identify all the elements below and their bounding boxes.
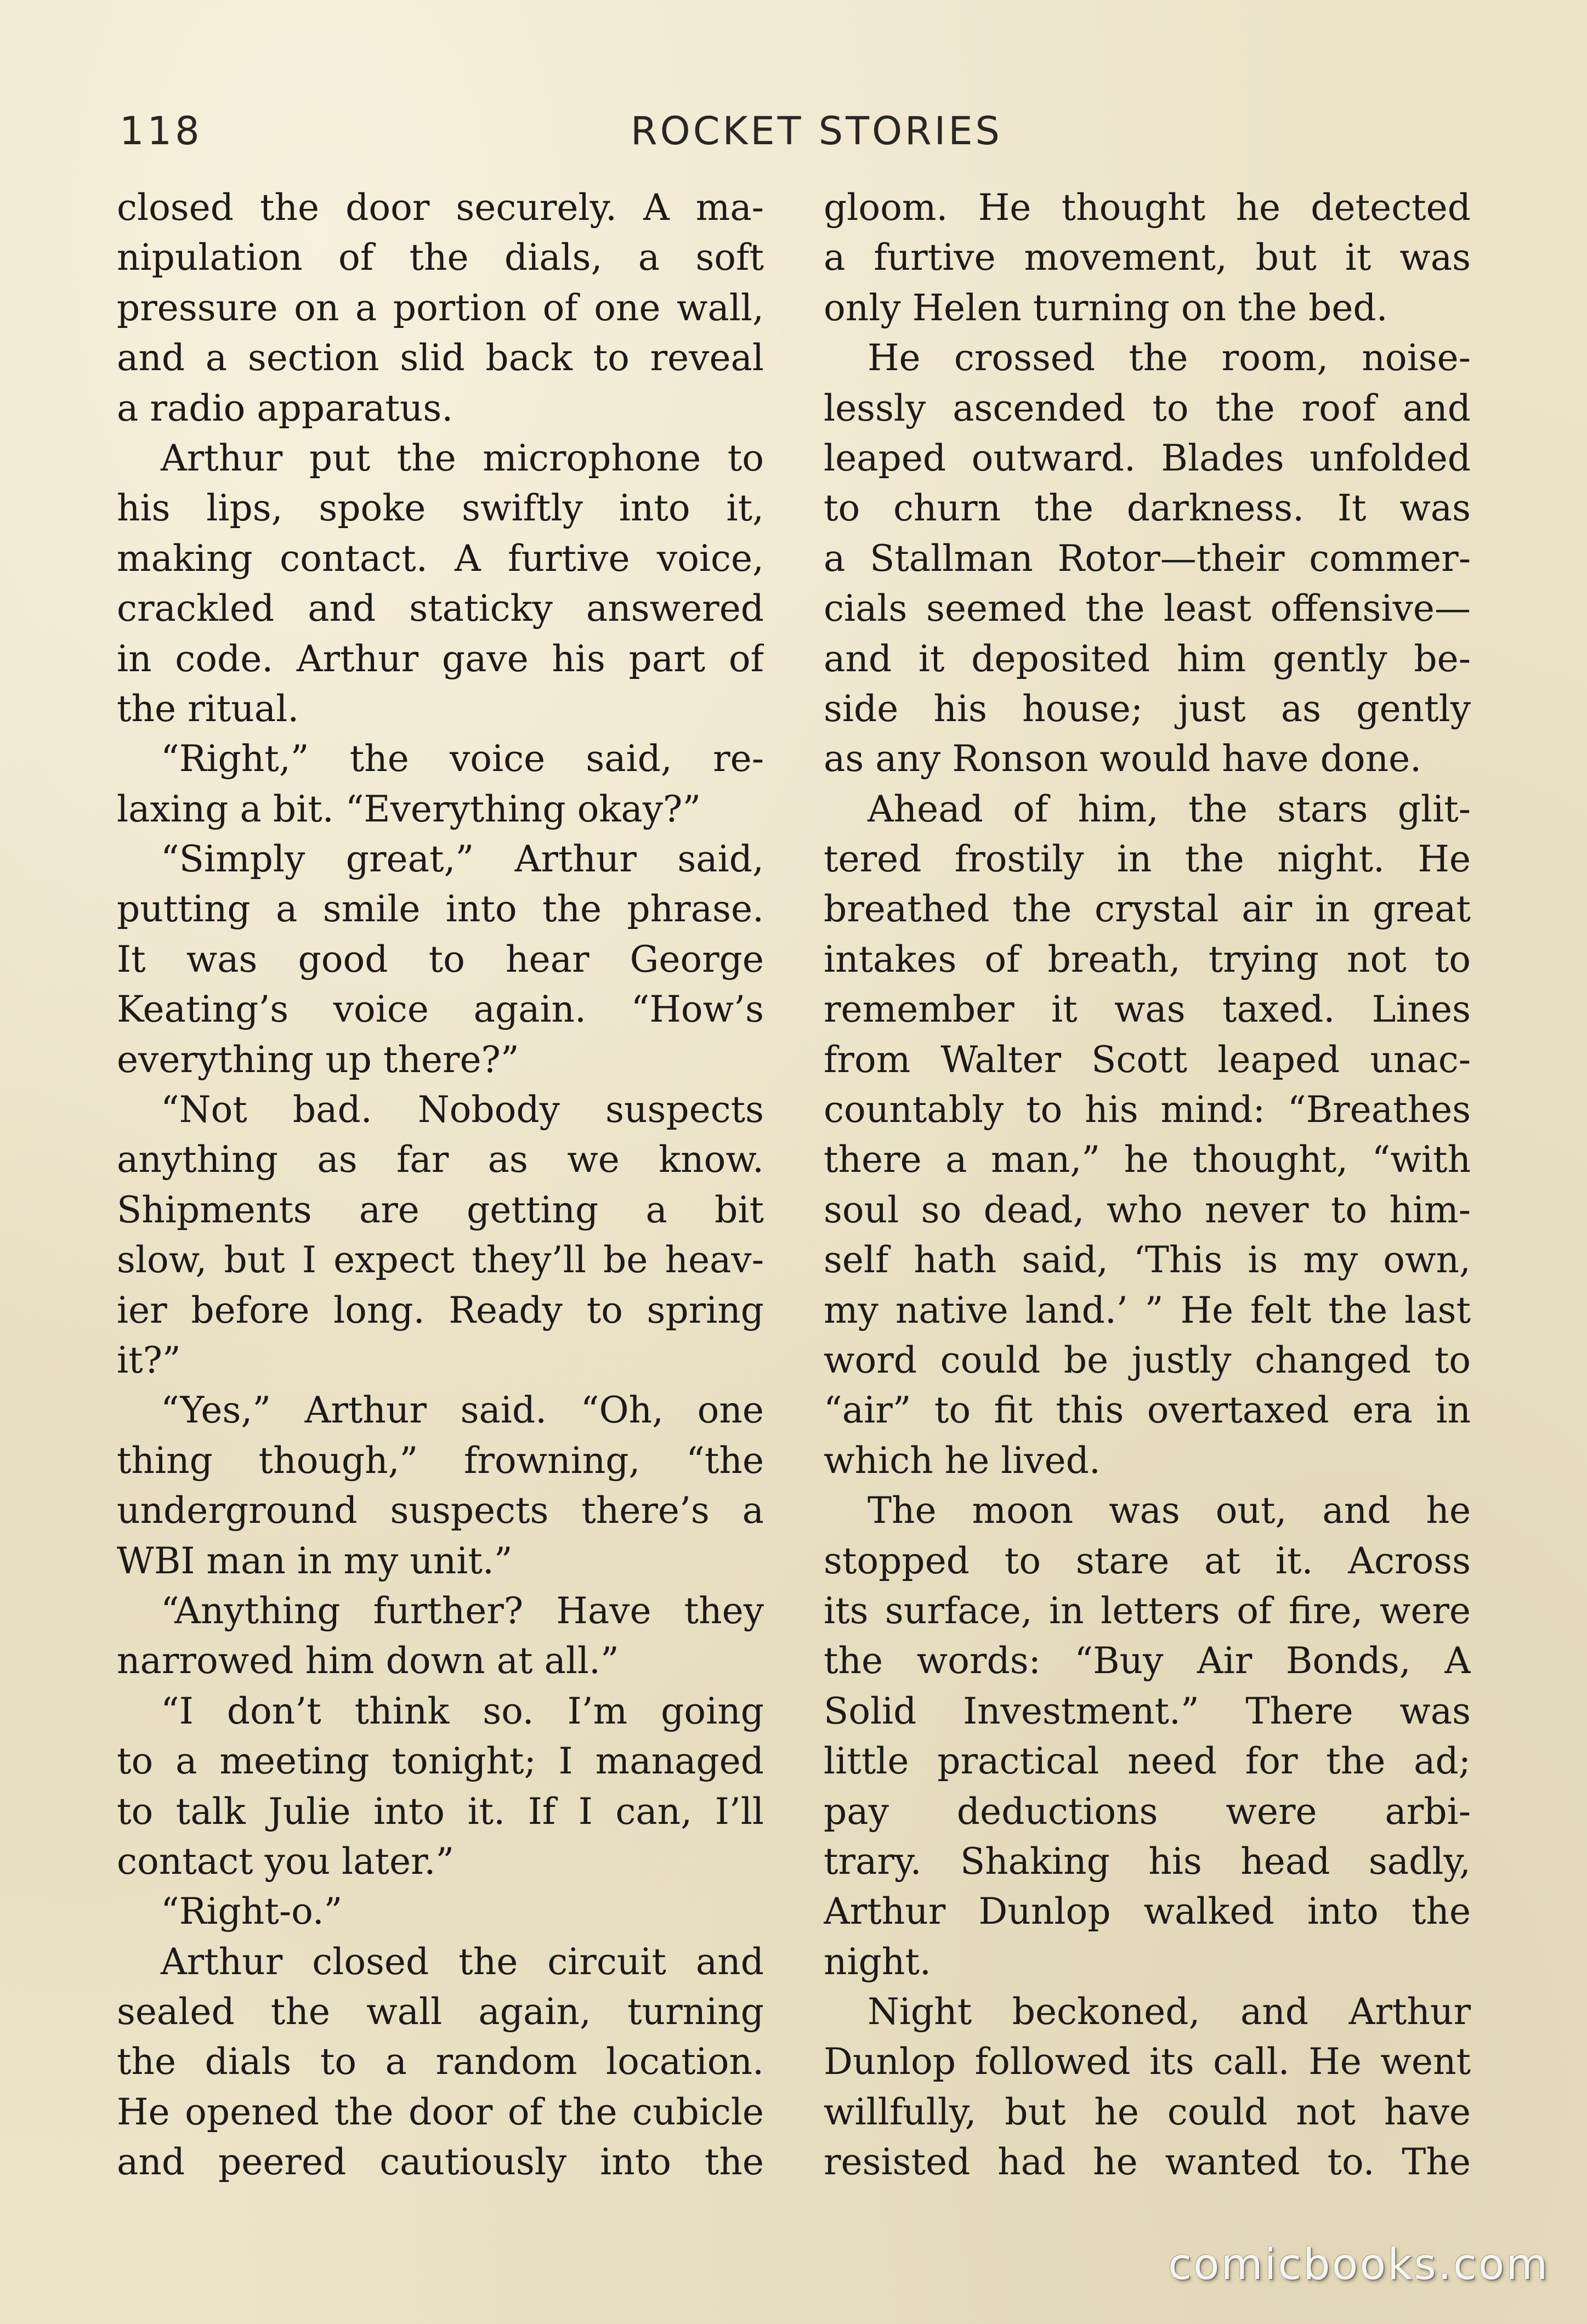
text-line: WBI man in my unit.” <box>117 1539 513 1582</box>
text-line: stopped to stare at it. Across <box>824 1539 1471 1582</box>
text-line: little practical need for the ad; <box>824 1740 1471 1783</box>
text-line: Dunlop followed its call. He went <box>824 2040 1471 2083</box>
text-line: pay deductions were arbi- <box>824 1790 1471 1833</box>
text-line: to a meeting tonight; I managed <box>117 1740 764 1783</box>
text-line: tered frostily in the night. He <box>824 838 1471 881</box>
text-line: willfully, but he could not have <box>824 2090 1471 2133</box>
text-column-left <box>117 183 764 2187</box>
text-line: a radio apparatus. <box>117 387 454 429</box>
text-line: crackled and staticky answered <box>117 587 764 630</box>
text-line: only Helen turning on the bed. <box>824 286 1388 329</box>
text-line: a furtive movement, but it was <box>824 236 1471 279</box>
text-line: Shipments are getting a bit <box>117 1188 764 1231</box>
text-line: “Yes,” Arthur said. “Oh, one <box>161 1389 764 1432</box>
text-line: “Simply great,” Arthur said, <box>161 838 764 881</box>
text-line: anything as far as we know. <box>117 1138 764 1181</box>
text-line: breathed the crystal air in great <box>824 888 1471 931</box>
text-line: Arthur Dunlop walked into the <box>824 1890 1471 1933</box>
text-line: slow, but I expect they’ll be heav- <box>117 1239 764 1282</box>
text-line: and peered cautiously into the <box>117 2141 764 2184</box>
text-line: putting a smile into the phrase. <box>117 888 764 931</box>
text-line: resisted had he wanted to. The <box>824 2141 1471 2184</box>
text-line: the ritual. <box>117 687 299 730</box>
text-line: his lips, spoke swiftly into it, <box>117 487 764 530</box>
text-line: intakes of breath, trying not to <box>824 938 1471 980</box>
text-line: my native land.’ ” He felt the last <box>824 1289 1471 1331</box>
text-line: night. <box>824 1940 931 1983</box>
text-line: nipulation of the dials, a soft <box>117 236 764 279</box>
text-line: pressure on a portion of one wall, <box>117 286 764 329</box>
text-line: to talk Julie into it. If I can, I’ll <box>117 1790 764 1833</box>
text-line: The moon was out, and he <box>868 1489 1471 1532</box>
text-line: soul so dead, who never to him- <box>824 1188 1471 1231</box>
text-line: a Stallman Rotor—their commer- <box>824 537 1471 580</box>
text-line: gloom. He thought he detected <box>824 186 1471 229</box>
text-line: in code. Arthur gave his part of <box>117 637 764 680</box>
text-line: “air” to fit this overtaxed era in <box>824 1389 1471 1432</box>
text-line: thing though,” frowning, “the <box>117 1439 764 1482</box>
text-line: self hath said, ‘This is my own, <box>824 1239 1471 1282</box>
text-line: “I don’t think so. I’m going <box>161 1690 764 1732</box>
text-line: the words: “Buy Air Bonds, A <box>824 1640 1471 1682</box>
text-line: “Right,” the voice said, re- <box>161 738 764 780</box>
text-line: It was good to hear George <box>117 938 764 980</box>
text-line: the dials to a random location. <box>117 2040 764 2083</box>
text-line: sealed the wall again, turning <box>117 1991 764 2033</box>
text-line: remember it was taxed. Lines <box>824 988 1471 1031</box>
text-line: contact you later.” <box>117 1840 455 1883</box>
text-line: narrowed him down at all.” <box>117 1640 619 1682</box>
text-line: and a section slid back to reveal <box>117 337 764 379</box>
text-line: its surface, in letters of fire, were <box>824 1589 1471 1632</box>
text-line: cials seemed the least offensive— <box>824 587 1471 630</box>
text-line: Arthur closed the circuit and <box>161 1940 764 1983</box>
text-line: “Anything further? Have they <box>161 1589 764 1632</box>
text-line: it?” <box>117 1339 181 1381</box>
text-line: ier before long. Ready to spring <box>117 1289 764 1331</box>
text-line: there a man,” he thought, “with <box>824 1138 1471 1181</box>
text-line: “Not bad. Nobody suspects <box>161 1089 764 1131</box>
text-line: everything up there?” <box>117 1038 519 1081</box>
text-line: He opened the door of the cubicle <box>117 2090 764 2133</box>
text-line: lessly ascended to the roof and <box>824 387 1471 429</box>
text-line: to churn the darkness. It was <box>824 487 1471 530</box>
text-line: word could be justly changed to <box>824 1339 1471 1381</box>
text-line: laxing a bit. “Everything okay?” <box>117 787 701 830</box>
text-line: Arthur put the microphone to <box>161 437 764 479</box>
running-head-title: ROCKET STORIES <box>631 109 1002 154</box>
text-line: countably to his mind: “Breathes <box>824 1089 1471 1131</box>
text-line: underground suspects there’s a <box>117 1489 764 1532</box>
text-line: leaped outward. Blades unfolded <box>824 437 1471 479</box>
text-line: side his house; just as gently <box>824 687 1471 730</box>
text-line: Keating’s voice again. “How’s <box>117 988 764 1031</box>
text-line: Ahead of him, the stars glit- <box>868 787 1471 830</box>
text-line: “Right-o.” <box>161 1890 343 1933</box>
watermark-logo: comicbooks.com <box>1168 2240 1550 2289</box>
text-line: trary. Shaking his head sadly, <box>824 1840 1471 1883</box>
text-line: making contact. A furtive voice, <box>117 537 764 580</box>
text-line: from Walter Scott leaped unac- <box>824 1038 1471 1081</box>
text-line: Solid Investment.” There was <box>824 1690 1471 1732</box>
page-number: 118 <box>120 109 203 154</box>
text-line: and it deposited him gently be- <box>824 637 1471 680</box>
text-line: closed the door securely. A ma- <box>117 186 764 229</box>
text-line: He crossed the room, noise- <box>868 337 1471 379</box>
text-line: Night beckoned, and Arthur <box>868 1991 1471 2033</box>
text-line: as any Ronson would have done. <box>824 738 1422 780</box>
text-column-right <box>824 183 1471 2187</box>
text-line: which he lived. <box>824 1439 1101 1482</box>
